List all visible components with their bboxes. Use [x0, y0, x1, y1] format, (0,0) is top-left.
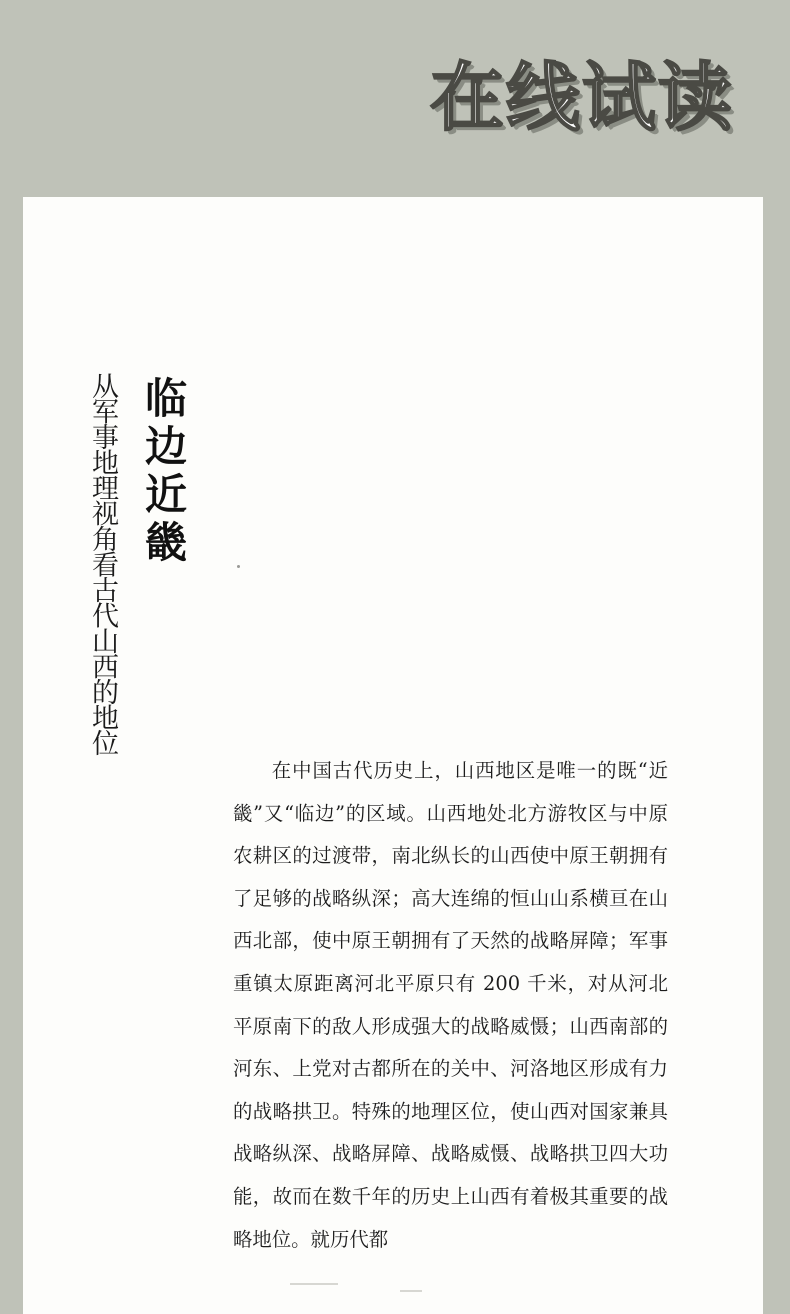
scan-smudge — [400, 1290, 422, 1292]
body-paragraph: 在中国古代历史上，山西地区是唯一的既“近畿”又“临边”的区域。山西地处北方游牧区与中原农耕区的过渡带，南北纵长的山西使中原王朝拥有了足够的战略纵深；高大连绵的恒山山系横亘在山西北部，使中原王朝拥有了天然的战略屏障；军事重镇太原距离河北平原只有 200 千米，对从河北平原南下的敌人形成强大的战略威慑；山西南部的河东、上党对古都所在的关中、河洛地区形成有力的战略拱卫。特殊的地理区位，使山西对国家兼具战略纵深、战略屏障、战略威慑、战略拱卫四大功能，故而在数千年的历史上山西有着极其重要的战略地位。就历代都 — [233, 759, 668, 1251]
page-title: 临边近畿 — [139, 376, 188, 568]
page-subtitle: 从军事地理视角看古代山西的地位 — [87, 372, 118, 755]
scan-smudge — [290, 1283, 338, 1285]
scan-speck — [237, 565, 240, 568]
banner-title: 在线试读 — [430, 55, 734, 141]
